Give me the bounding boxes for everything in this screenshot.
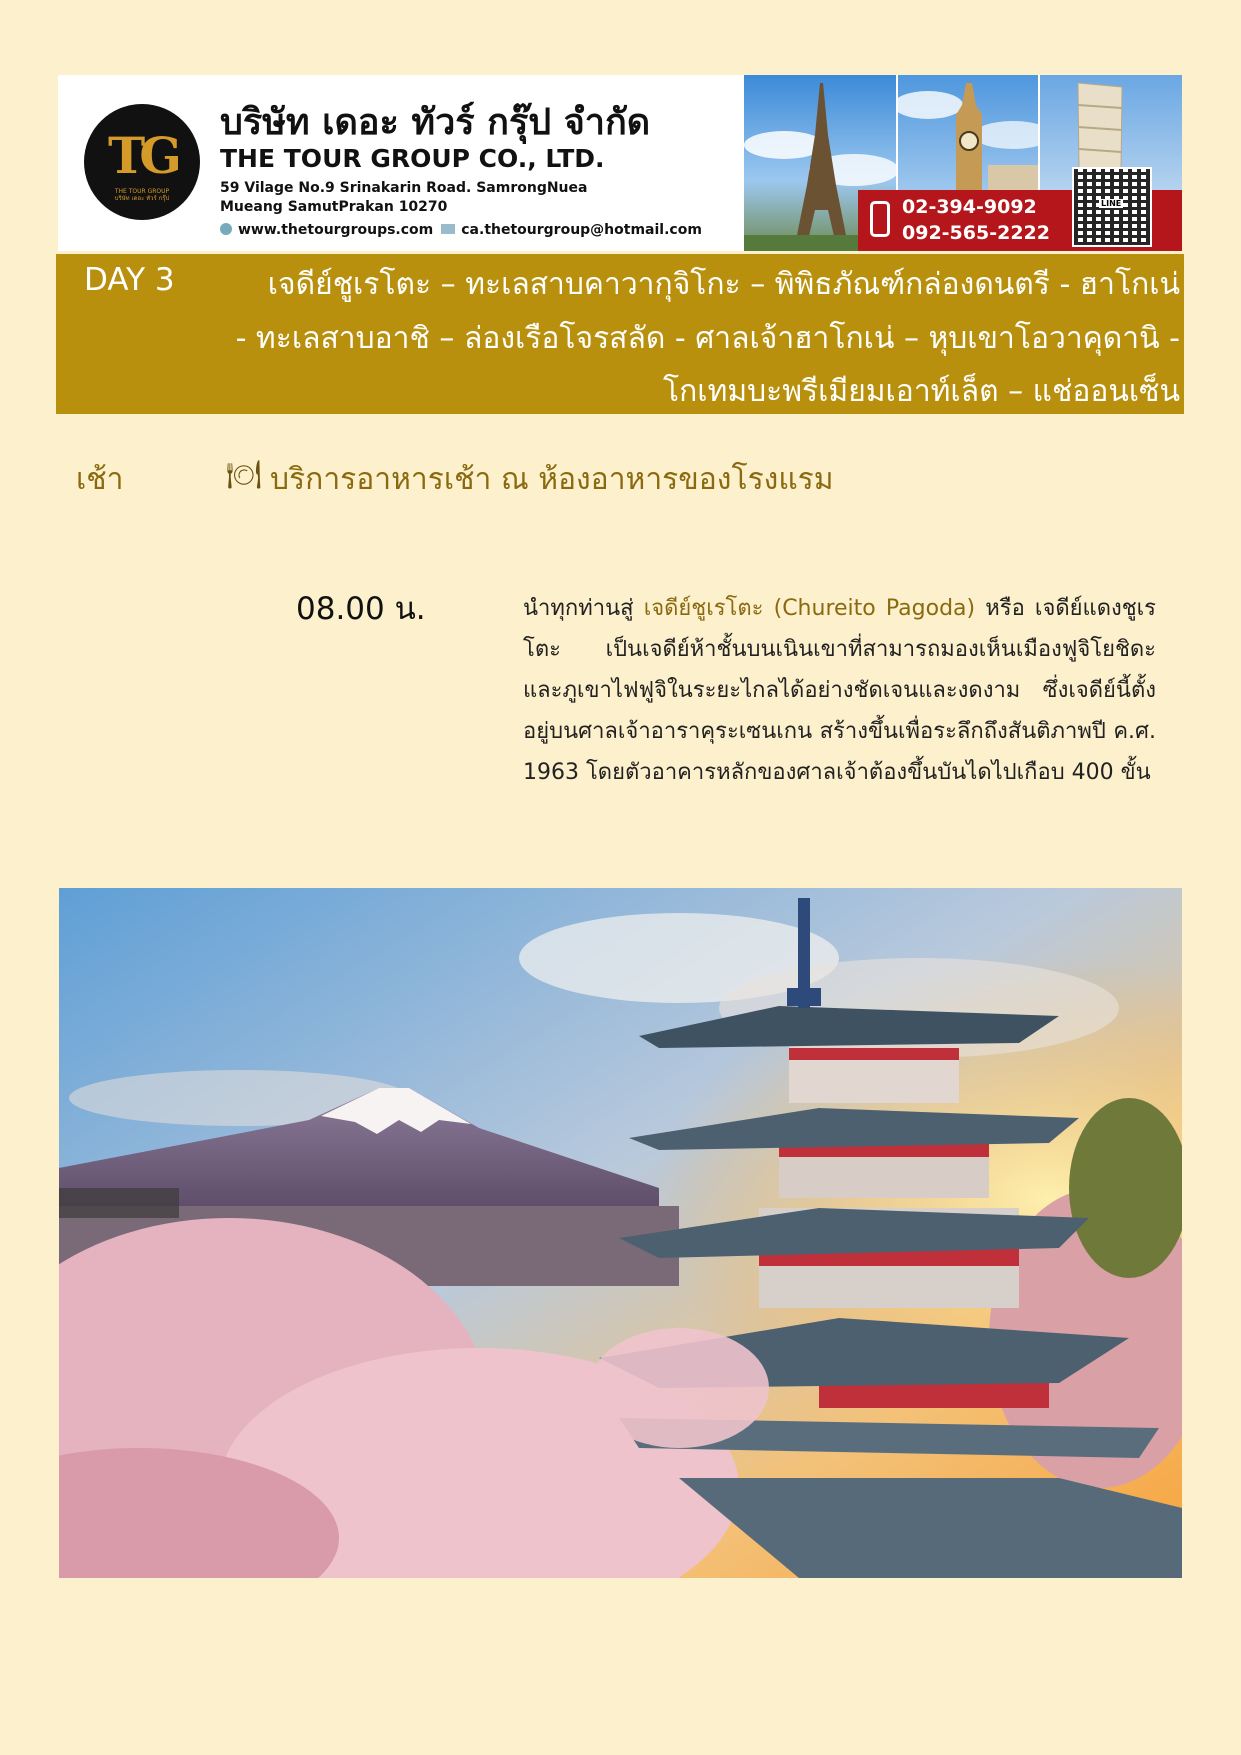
line-qr-code[interactable]: [1072, 167, 1152, 247]
logo-letters: TG: [108, 126, 176, 185]
company-name-thai: บริษัท เดอะ ทัวร์ กรุ๊ป จำกัด: [220, 102, 651, 143]
itinerary-time: 08.00 น.: [296, 591, 426, 627]
phone-icon: [870, 201, 890, 237]
desc-prefix: นำทุกท่านสู่: [523, 596, 644, 621]
contact-row: [220, 222, 702, 238]
desc-body: หรือ เจดีย์แดงชูเรโตะ เป็นเจดีย์ห้าชั้นบนเนินเขาที่สามารถมองเห็นเมืองฟูจิโยชิดะ และภูเขาไฟฟูจิในระยะไกลได้อย่างชัดเจนและงดงาม ซึ่งเจดีย์นี้ตั้งอยู่บนศาลเจ้าอาราคุระเซนเกน สร้างขึ้นเพื่อระลึกถึงสันติภาพปี ค.ศ. 1963 โดยตัวอาคารหลักของศาลเจ้าต้องขึ้นบันไดไปเกือบ 400 ขั้น: [523, 596, 1156, 785]
dining-icon: 🍽: [226, 458, 262, 491]
phone-number-2[interactable]: 092-565-2222: [902, 222, 1050, 244]
email-icon: [441, 224, 455, 234]
desc-highlight-place: เจดีย์ชูเรโตะ (Chureito Pagoda): [643, 596, 976, 621]
route-line-3: โกเทมบะพรีเมียมเอาท์เล็ต – แช่ออนเซ็น: [663, 374, 1180, 409]
company-header: [58, 75, 1182, 251]
qr-line-label: LINE: [1101, 199, 1122, 208]
globe-icon: [220, 223, 232, 235]
address-line-2: Mueang SamutPrakan 10270: [220, 199, 448, 215]
meal-description: บริการอาหารเช้า ณ ห้องอาหารของโรงแรม: [270, 462, 834, 497]
landmark-photos: [744, 75, 1182, 251]
itinerary-description: [523, 588, 1156, 793]
route-line-2: - ทะเลสาบอาชิ – ล่องเรือโจรสลัด - ศาลเจ้าฮาโกเน่ – หุบเขาโอวาคุดานิ -: [235, 321, 1180, 356]
company-logo: [84, 104, 200, 220]
website-link[interactable]: www.thetourgroups.com: [238, 222, 434, 238]
company-name-english: THE TOUR GROUP CO., LTD.: [220, 144, 605, 173]
logo-caption: THE TOUR GROUP บริษัท เดอะ ทัวร์ กรุ๊ป: [114, 188, 170, 202]
day-banner: [56, 254, 1184, 414]
route-line-1: เจดีย์ชูเรโตะ – ทะเลสาบคาวากุจิโกะ – พิพิธภัณฑ์กล่องดนตรี - ฮาโกเน่: [267, 267, 1180, 302]
address-line-1: 59 Vilage No.9 Srinakarin Road. SamrongNuea: [220, 180, 588, 196]
email-link[interactable]: ca.thetourgroup@hotmail.com: [461, 222, 702, 238]
day-number: DAY 3: [84, 262, 175, 298]
phone-number-1[interactable]: 02-394-9092: [902, 196, 1037, 218]
chureito-pagoda-photo: [59, 888, 1182, 1578]
meal-time-label: เช้า: [76, 462, 124, 497]
